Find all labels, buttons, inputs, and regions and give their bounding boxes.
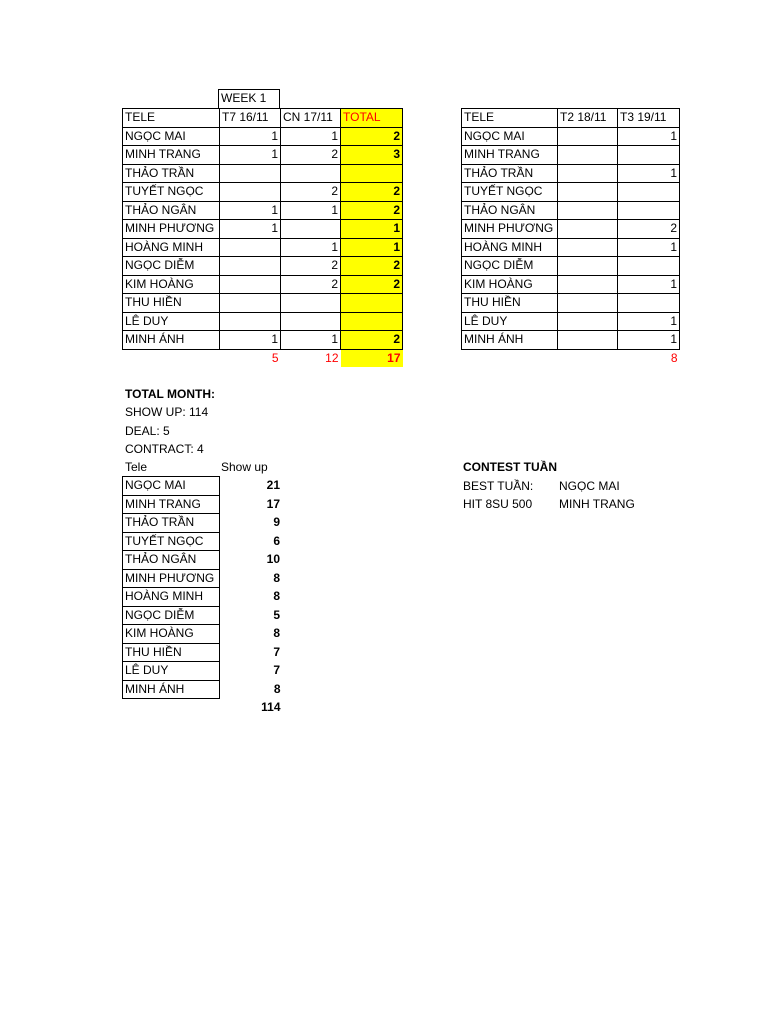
table-row xyxy=(123,312,403,331)
row-day2 xyxy=(281,220,341,239)
sum-blank xyxy=(123,349,220,367)
row-day2: 2 xyxy=(618,220,680,239)
row-total xyxy=(341,312,403,331)
row-value: 10 xyxy=(266,552,280,567)
row-name: MINH ÁNH xyxy=(462,331,558,350)
row-total: 2 xyxy=(341,331,403,350)
row-name: TUYẾT NGỌC xyxy=(123,532,220,551)
row-total: 2 xyxy=(341,257,403,276)
row-day1 xyxy=(220,164,281,183)
row-name: TUYẾT NGỌC xyxy=(123,183,220,202)
row-day2 xyxy=(618,257,680,276)
row-name: NGỌC DIỄM xyxy=(123,606,220,625)
row-day2: 1 xyxy=(281,201,341,220)
row-day1: 1 xyxy=(220,331,281,350)
table-row xyxy=(123,183,403,202)
table-row xyxy=(462,238,680,257)
best-value: NGỌC MAI xyxy=(559,479,620,493)
table-row xyxy=(462,201,680,220)
row-name: MINH PHƯƠNG xyxy=(123,220,220,239)
header-tele: TELE xyxy=(123,109,220,128)
row-day1: 1 xyxy=(220,146,281,165)
contract-summary: CONTRACT: 4 xyxy=(125,442,204,456)
row-name: THẢO TRẦN xyxy=(123,164,220,183)
row-total xyxy=(341,294,403,313)
table-row xyxy=(123,257,403,276)
row-value: 8 xyxy=(273,570,280,585)
table-row xyxy=(123,201,403,220)
header-tele: TELE xyxy=(462,109,558,128)
row-day2: 2 xyxy=(281,275,341,294)
week-label: WEEK 1 xyxy=(219,90,280,109)
table-row xyxy=(462,220,680,239)
row-day1 xyxy=(558,238,618,257)
row-day1 xyxy=(558,201,618,220)
row-total: 1 xyxy=(341,238,403,257)
row-name: KIM HOÀNG xyxy=(462,275,558,294)
row-name: MINH PHƯƠNG xyxy=(462,220,558,239)
table-row xyxy=(123,275,403,294)
table-row xyxy=(123,220,403,239)
row-total xyxy=(341,164,403,183)
row-name: HOÀNG MINH xyxy=(123,238,220,257)
table-row xyxy=(123,514,283,533)
row-day2: 1 xyxy=(618,238,680,257)
row-name: MINH ÁNH xyxy=(123,680,220,699)
table-row xyxy=(462,164,680,183)
row-total: 3 xyxy=(341,146,403,165)
row-day1 xyxy=(558,183,618,202)
table-row xyxy=(462,312,680,331)
row-value: 8 xyxy=(273,626,280,641)
hit-label: HIT 8SU 500 xyxy=(463,497,533,511)
row-day2 xyxy=(618,183,680,202)
table-row xyxy=(123,625,283,644)
row-day2: 2 xyxy=(281,146,341,165)
right-week-table xyxy=(461,108,680,367)
row-name: LÊ DUY xyxy=(123,312,220,331)
row-total: 2 xyxy=(341,183,403,202)
row-day1 xyxy=(220,238,281,257)
table-row xyxy=(462,146,680,165)
row-name: THẢO NGÂN xyxy=(123,201,220,220)
sum-blank xyxy=(558,349,618,367)
row-day1 xyxy=(558,275,618,294)
table-row xyxy=(123,495,283,514)
table-row xyxy=(123,294,403,313)
row-day1 xyxy=(558,257,618,276)
row-total: 2 xyxy=(341,127,403,146)
sum-blank xyxy=(462,349,558,367)
header-total: TOTAL xyxy=(341,109,403,128)
right-sum-row xyxy=(462,349,680,367)
week-table xyxy=(122,108,403,367)
row-day1 xyxy=(220,257,281,276)
row-day1 xyxy=(220,275,281,294)
row-name: THẢO TRẦN xyxy=(462,164,558,183)
table-row xyxy=(123,588,283,607)
row-day2 xyxy=(281,312,341,331)
row-day1 xyxy=(220,312,281,331)
table-row xyxy=(123,331,403,350)
row-name: LÊ DUY xyxy=(462,312,558,331)
row-day2 xyxy=(618,146,680,165)
showup-total: 114 xyxy=(261,700,281,714)
row-day1 xyxy=(558,164,618,183)
row-day2: 1 xyxy=(618,127,680,146)
hit-value: MINH TRANG xyxy=(559,497,635,511)
table-row xyxy=(123,127,403,146)
table-row xyxy=(123,662,283,681)
sum-day2: 12 xyxy=(325,350,339,365)
row-day2: 1 xyxy=(618,275,680,294)
row-day1 xyxy=(558,127,618,146)
row-day1 xyxy=(220,183,281,202)
table-row xyxy=(462,294,680,313)
showup-table xyxy=(122,476,283,717)
row-value: 21 xyxy=(266,478,280,493)
row-day1 xyxy=(558,312,618,331)
row-day2: 1 xyxy=(281,127,341,146)
table-row xyxy=(123,146,403,165)
right-header-row xyxy=(462,109,680,128)
header-day1: T7 16/11 xyxy=(220,109,281,128)
table-row xyxy=(123,643,283,662)
row-day2: 1 xyxy=(281,331,341,350)
row-name: THẢO TRẦN xyxy=(123,514,220,533)
table-row xyxy=(123,238,403,257)
row-value: 17 xyxy=(266,496,280,511)
row-name: MINH PHƯƠNG xyxy=(123,569,220,588)
contest-title: CONTEST TUẦN xyxy=(463,460,557,474)
row-name: NGỌC MAI xyxy=(123,127,220,146)
header-day2: CN 17/11 xyxy=(281,109,341,128)
table-row xyxy=(123,569,283,588)
row-name: THU HIỀN xyxy=(462,294,558,313)
table-row xyxy=(462,257,680,276)
row-name: THẢO NGÂN xyxy=(462,201,558,220)
row-day2: 1 xyxy=(618,312,680,331)
total-blank xyxy=(123,699,220,717)
row-value: 7 xyxy=(273,663,280,678)
deal-summary: DEAL: 5 xyxy=(125,424,170,438)
row-name: MINH TRANG xyxy=(123,495,220,514)
row-day1 xyxy=(558,146,618,165)
row-value: 5 xyxy=(273,607,280,622)
row-day2: 2 xyxy=(281,257,341,276)
sum-day1: 5 xyxy=(271,350,279,365)
row-name: NGỌC MAI xyxy=(462,127,558,146)
row-name: THU HIỀN xyxy=(123,643,220,662)
table-row xyxy=(462,127,680,146)
row-value: 8 xyxy=(273,681,281,696)
table-row xyxy=(123,477,283,496)
row-day2 xyxy=(281,294,341,313)
week-sum-row xyxy=(123,349,403,367)
sum-total: 17 xyxy=(341,349,403,367)
row-name: KIM HOÀNG xyxy=(123,625,220,644)
row-value: 9 xyxy=(273,515,280,530)
week-header-row xyxy=(123,109,403,128)
row-name: HOÀNG MINH xyxy=(462,238,558,257)
row-day1 xyxy=(558,220,618,239)
header-day2: T3 19/11 xyxy=(618,109,680,128)
row-day2: 1 xyxy=(281,238,341,257)
row-name: KIM HOÀNG xyxy=(123,275,220,294)
row-day1 xyxy=(558,294,618,313)
table-row xyxy=(123,532,283,551)
showup-total-row xyxy=(123,699,283,717)
row-name: THẢO NGÂN xyxy=(123,551,220,570)
header-day1: T2 18/11 xyxy=(558,109,618,128)
row-day1: 1 xyxy=(220,220,281,239)
row-name: MINH ÁNH xyxy=(123,331,220,350)
table-row xyxy=(462,275,680,294)
row-name: THU HIỀN xyxy=(123,294,220,313)
row-name: NGỌC DIỄM xyxy=(123,257,220,276)
row-total: 1 xyxy=(341,220,403,239)
week-label-table xyxy=(218,89,280,109)
row-total: 2 xyxy=(341,275,403,294)
row-name: MINH TRANG xyxy=(462,146,558,165)
row-name: LÊ DUY xyxy=(123,662,220,681)
row-name: NGỌC MAI xyxy=(123,477,220,496)
showup-col-showup: Show up xyxy=(221,460,268,474)
table-row xyxy=(123,606,283,625)
row-day2 xyxy=(618,294,680,313)
row-day1 xyxy=(220,294,281,313)
table-row xyxy=(462,183,680,202)
row-day1: 1 xyxy=(220,201,281,220)
row-value: 6 xyxy=(273,533,280,548)
total-month-title: TOTAL MONTH: xyxy=(125,387,215,401)
row-name: TUYẾT NGỌC xyxy=(462,183,558,202)
row-day2: 1 xyxy=(618,331,680,350)
showup-col-tele: Tele xyxy=(125,460,148,474)
row-name: NGỌC DIỄM xyxy=(462,257,558,276)
table-row xyxy=(123,680,283,699)
table-row xyxy=(123,551,283,570)
row-value: 8 xyxy=(273,589,280,604)
row-day2: 2 xyxy=(281,183,341,202)
row-name: MINH TRANG xyxy=(123,146,220,165)
show-up-summary: SHOW UP: 114 xyxy=(125,405,209,419)
row-day2 xyxy=(618,201,680,220)
best-label: BEST TUẦN: xyxy=(463,479,534,493)
row-name: HOÀNG MINH xyxy=(123,588,220,607)
row-total: 2 xyxy=(341,201,403,220)
row-value: 7 xyxy=(273,644,280,659)
row-day1: 1 xyxy=(220,127,281,146)
table-row xyxy=(123,164,403,183)
sum-day2: 8 xyxy=(670,350,678,365)
row-day1 xyxy=(558,331,618,350)
table-row xyxy=(462,331,680,350)
row-day2: 1 xyxy=(618,164,680,183)
row-day2 xyxy=(281,164,341,183)
